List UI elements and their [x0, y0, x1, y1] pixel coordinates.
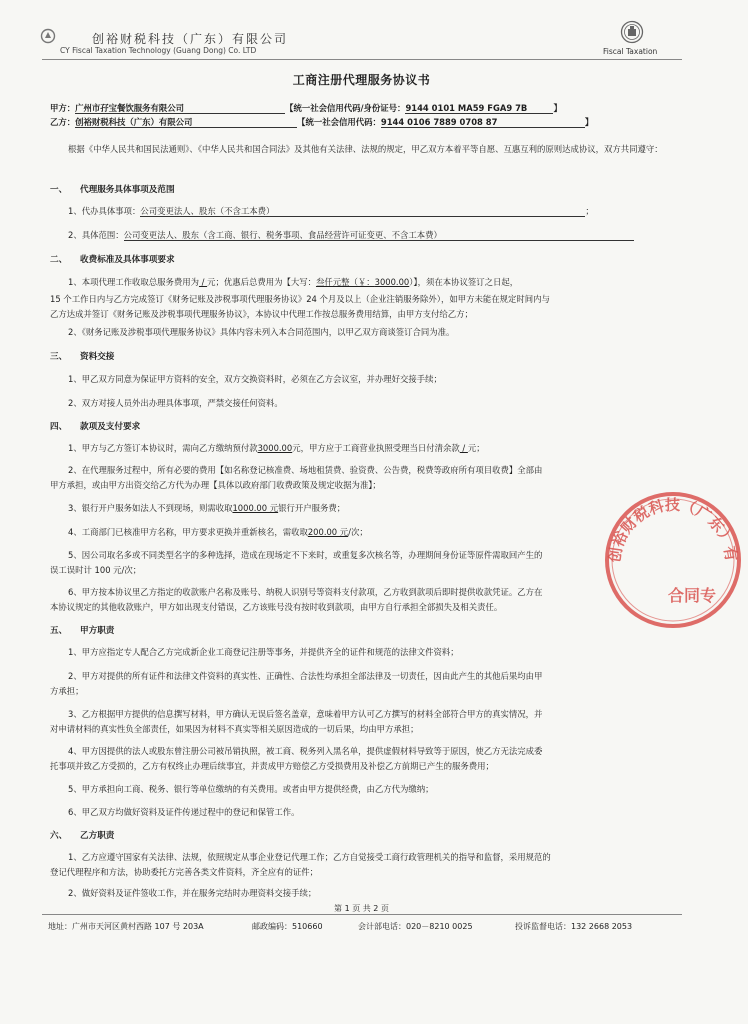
s2-p1-line2: 15 个工作日内与乙方完成签订《财务记账及涉税事项代理服务协议》24 个月及以上（企业注销服务除外），如甲方未能在规定时间内与	[50, 294, 550, 304]
footer-divider	[42, 914, 682, 915]
s4-p3-text-b: 银行开户服务费；	[278, 503, 346, 513]
section-5-title: 甲方职责	[80, 626, 115, 636]
company-seal	[598, 485, 748, 635]
s4-p4-text-a: 4、工商部门已核准甲方名称，甲方要求更换并重新核名，需收取	[68, 527, 308, 537]
s4-p2-line1: 2、在代理服务过程中，所有必要的费用【如名称登记核准费、场地租赁费、验资费、公告费，税费等政府所有项目收费】全部由	[68, 465, 543, 475]
s4-p1-balance: /	[459, 443, 468, 453]
party-a-line	[50, 103, 562, 114]
party-a-name: 广州市孖宝餐饮服务有限公司	[75, 103, 285, 114]
s1-item-1	[68, 206, 594, 217]
section-3-num: 三、	[50, 352, 68, 362]
s4-p6-line1: 6、甲方按本协议里乙方指定的收款账户名称及账号、纳税人识别号等资料支付款项，乙方收到款项后即时提供收款凭证。乙方在	[68, 587, 543, 597]
s4-p5-line1: 5、因公司取名多或不同类型名字的多种选择，造成在现场定不下来时，或重复多次核名等，办理期间身份证等原件需取回产生的	[68, 550, 543, 560]
s4-p3	[68, 503, 345, 514]
footer-postcode: 邮政编码：510660	[252, 922, 323, 931]
s4-p1-text-a: 1、甲方与乙方签订本协议时，需向乙方缴纳预付款	[68, 443, 258, 453]
s4-p4	[68, 527, 368, 538]
header-company-cn: 创裕财税科技（广东）有限公司	[92, 32, 289, 46]
s6-p1-line1: 1、乙方应遵守国家有关法律、法规，依照规定从事企业登记代理工作；乙方自觉接受工商行政管理机关的指导和监督，采用规范的	[68, 852, 551, 862]
section-1-title: 代理服务具体事项及范围	[80, 185, 175, 195]
section-4-title: 款项及支付要求	[80, 422, 141, 432]
s5-p2-line2: 方承担；	[50, 686, 84, 696]
party-a-close: 】	[553, 103, 562, 113]
page-number: 第 1 页 共 2 页	[334, 904, 389, 913]
section-6-title: 乙方职责	[80, 831, 115, 841]
section-4-heading	[50, 420, 140, 432]
s2-p1-text-a: 1、本项代理工作收取总服务费用为	[68, 277, 199, 287]
party-b-close: 】	[584, 117, 594, 127]
section-1-num: 一、	[50, 185, 68, 195]
s6-p2: 2、做好资料及证件签收工作，并在服务完结时办理资料交接手续；	[68, 888, 317, 898]
s5-p5: 5、甲方承担向工商、税务、银行等单位缴纳的有关费用。或者由甲方提供经费，由乙方代为缴纳；	[68, 784, 434, 794]
section-3-heading	[50, 350, 114, 362]
s1-item-1-label: 1、代办具体事项：	[68, 206, 141, 216]
s4-p4-amount: 200.00 元	[307, 527, 349, 537]
footer-complaint-phone: 投诉监督电话：132 2668 2053	[515, 922, 633, 931]
s4-p1-text-b: 元，甲方应于工商营业执照受理当日付清余款	[292, 443, 460, 453]
s4-p1-text-c: 元；	[467, 443, 485, 453]
section-2-num: 二、	[50, 255, 68, 265]
header-company-en: CY Fiscal Taxation Technology (Guang Dong) Co. LTD	[60, 46, 257, 55]
document-title: 工商注册代理服务协议书	[292, 73, 431, 87]
s2-p1-total-fee: /	[198, 277, 208, 287]
party-b-code-label: 【统一社会信用代码：	[297, 117, 381, 127]
s5-p1: 1、甲方应指定专人配合乙方完成新企业工商登记注册等事务，并提供齐全的证件和规范的法律文件资料；	[68, 647, 459, 657]
s4-p3-amount: 1000.00 元	[232, 503, 279, 513]
s2-p2: 2、《财务记账及涉税事项代理服务协议》具体内容未列入本合同范围内，以甲乙双方商谈签订合同为准。	[68, 327, 455, 337]
party-a-code: 9144 0101 MA59 FGA9 7B	[405, 103, 553, 114]
s4-p2-line2: 甲方承担，或由甲方出资交给乙方代为办理【具体以政府部门收费政策及规定收据为准】；	[50, 480, 381, 490]
footer-address: 地址：广州市天河区黄村西路 107 号 203A	[48, 922, 204, 931]
section-5-heading	[50, 624, 114, 636]
svg-text:创裕财税科技（广东）有	[605, 496, 740, 565]
party-b-label: 乙方：	[50, 117, 76, 127]
party-a-label: 甲方：	[50, 103, 76, 113]
s3-p2: 2、双方对接人员外出办理具体事项，严禁交接任何资料。	[68, 398, 283, 408]
s2-p1-line1	[68, 277, 518, 288]
party-b-line	[50, 117, 593, 128]
s6-p1-line2: 登记代理程序和方法，协助委托方完善各类文件资料，齐全应有的证件；	[50, 867, 318, 877]
header-brand-en: Fiscal Taxation	[603, 47, 658, 56]
s1-item-1-value: 公司变更法人、股东（不含工本费）	[140, 206, 585, 217]
s5-p6: 6、甲乙双方均做好资料及证件传递过程中的登记和保管工作。	[68, 807, 300, 817]
fiscal-taxation-logo-icon	[620, 20, 644, 44]
s2-p1-text-d: ）】，须在本协议签订之日起，	[409, 277, 519, 287]
s4-p3-text-a: 3、银行开户服务如法人不到现场，则需收取	[68, 503, 233, 513]
s4-p6-line2: 本协议规定的其他收款账户，甲方如出现支付错误，乙方该账号没有按时收到款项，由甲方自行承担全部损失及相关责任。	[50, 602, 503, 612]
s2-p1-amount-upper: 叁仟元整	[315, 277, 350, 287]
seal-bottom-text: 合同专	[668, 586, 717, 605]
party-b-code: 9144 0106 7889 0708 87	[381, 117, 585, 128]
section-4-num: 四、	[50, 422, 68, 432]
s4-p4-text-b: /次；	[348, 527, 368, 537]
s5-p3-line2: 对申请材料的真实性负全部责任，如果因为材料不真实等相关原因造成的一切后果，均由甲方承担；	[50, 724, 419, 734]
s2-p1-text-c: （￥：	[349, 277, 375, 287]
s3-p1: 1、甲乙双方同意为保证甲方资料的安全，双方交换资料时，必须在乙方会议室，并办理好交接手续；	[68, 374, 442, 384]
party-b-name: 创裕财税科技（广东）有限公司	[75, 117, 297, 128]
s4-p5-line2: 误工误时计 100 元/次；	[50, 565, 142, 575]
s5-p4-line1: 4、甲方因提供的法人或股东曾注册公司被吊销执照，被工商、税务列入黑名单，提供虚假材料导致等于原因，使乙方无法完成委	[68, 746, 543, 756]
company-logo-icon	[40, 28, 56, 44]
s1-item-1-end: ；	[585, 206, 594, 216]
header-divider	[42, 59, 682, 60]
seal-text: 创裕财税科技（广东）有	[605, 495, 741, 564]
party-a-code-label: 【统一社会信用代码/身份证号：	[285, 103, 406, 113]
s2-p1-amount: 3000.00	[374, 277, 410, 287]
s5-p3-line1: 3、乙方根据甲方提供的信息撰写材料，甲方确认无误后签名盖章，意味着甲方认可乙方撰写的材料全部符合甲方的真实情况，并	[68, 709, 543, 719]
s4-p1-prepay: 3000.00	[257, 443, 293, 453]
section-3-title: 资料交接	[80, 352, 115, 362]
section-1-heading	[50, 183, 175, 195]
s4-p1	[68, 443, 485, 454]
section-2-title: 收费标准及具体事项要求	[80, 255, 175, 265]
footer-phone: 会计部电话：020－8210 0025	[358, 922, 473, 931]
s1-item-2-value: 公司变更法人、股东（含工商、银行、税务事项、食品经营许可证变更、不含工本费）	[124, 230, 634, 241]
s5-p2-line1: 2、甲方对提供的所有证件和法律文件资料的真实性、正确性、合法性均承担全部法律及一切责任，因由此产生的其他后果均由甲	[68, 671, 543, 681]
section-2-heading	[50, 253, 175, 265]
section-6-num: 六、	[50, 831, 68, 841]
s2-p1-line3: 乙方达成并签订《财务记账及涉税事项代理服务协议》，本协议中代理工作按总服务费用结算，由甲方支付给乙方；	[50, 309, 473, 319]
section-6-heading	[50, 829, 114, 841]
section-5-num: 五、	[50, 626, 68, 636]
intro-paragraph: 根据《中华人民共和国民法通则》、《中华人民共和国合同法》及其他有关法律、法规的规定，甲乙双方本着平等自愿、互惠互利的原则达成协议，双方共同遵守：	[68, 144, 663, 154]
s1-item-2	[68, 230, 634, 241]
s1-item-2-label: 2、具体范围：	[68, 230, 124, 240]
s5-p4-line2: 托事项并致乙方受损的，乙方有权终止办理后续事宜，并责成甲方赔偿乙方受损费用及补偿乙方前期已产生的服务费用；	[50, 761, 494, 771]
s2-p1-text-b: 元；优惠后总费用为【大写：	[207, 277, 316, 287]
